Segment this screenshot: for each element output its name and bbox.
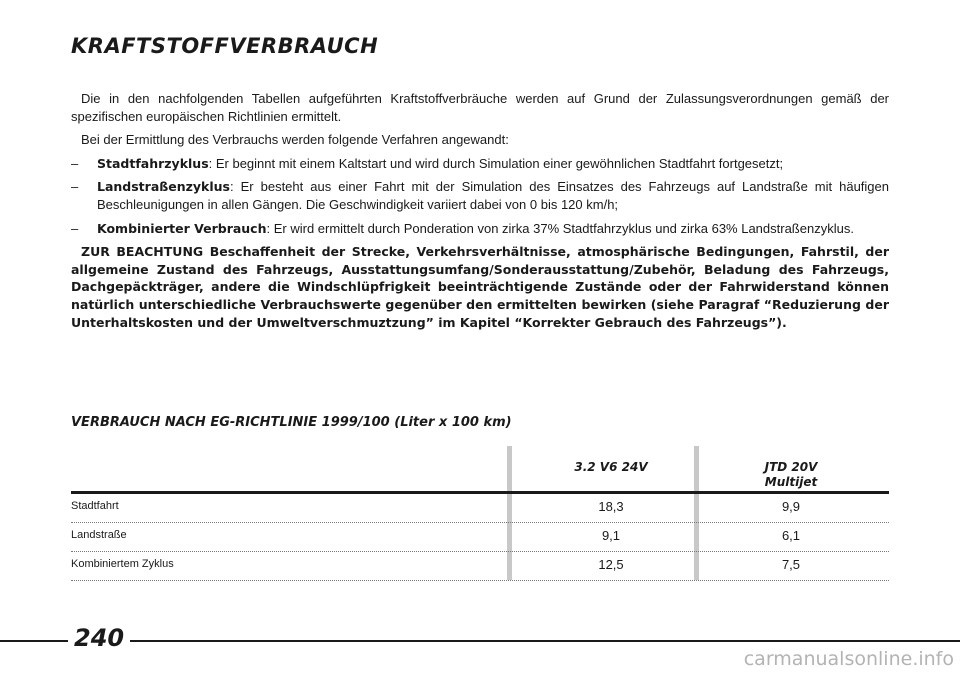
column-header-petrol: [521, 460, 701, 475]
watermark: carmanualsonline.info: [743, 648, 954, 670]
row-label: Kombiniertem Zyklus: [71, 558, 174, 570]
column-header-line: 3.2 V6 24V: [574, 460, 648, 474]
row-label: Stadtfahrt: [71, 500, 119, 512]
column-header-diesel: [701, 460, 881, 490]
dash-bullet: –: [71, 155, 79, 171]
list-item-text: : Er wird ermittelt durch Ponderation von zirka 37% Stadtfahrzyklus und zirka 63% Landstraßenzyklus.: [266, 220, 854, 236]
list-item-term: Landstraßenzyklus: [97, 179, 230, 195]
cell-value: 12,5: [598, 557, 624, 572]
cell-value: 9,1: [601, 528, 621, 543]
row-label: Landstraße: [71, 529, 127, 541]
list-item-term: Kombinierter Verbrauch: [97, 220, 267, 236]
page-number: 240: [68, 624, 130, 652]
list-item: [71, 220, 889, 238]
list-item: [71, 178, 889, 213]
column-header-line: JTD 20V: [764, 460, 818, 474]
list-item-text: : Er besteht aus einer Fahrt mit der Simulation des Einsatzes des Fahrzeugs auf Landstraße mit häufigen Beschleunigungen in allen Gängen. Die Geschwindigkeit variiert dabei von 0 bis 120 km/h;: [97, 179, 889, 212]
cell-value: 6,1: [781, 528, 801, 543]
body-text: [71, 90, 889, 337]
dash-bullet: –: [71, 179, 79, 195]
consumption-table: [71, 446, 889, 582]
table-row: [71, 552, 889, 581]
cell-value: 18,3: [598, 499, 624, 514]
method-intro: Bei der Ermittlung des Verbrauchs werden folgende Verfahren angewandt:: [81, 132, 509, 148]
list-item-term: Stadtfahrzyklus: [97, 155, 209, 171]
table-row: [71, 494, 889, 523]
cell-value: 9,9: [781, 499, 801, 514]
dash-bullet: –: [71, 220, 79, 236]
table-row: [71, 523, 889, 552]
cell-value: 7,5: [781, 557, 801, 572]
intro-paragraph: Die in den nachfolgenden Tabellen aufgeführten Kraftstoffverbräuche werden auf Grund der Zulassungsverordnungen gemäß der spezifischen europäischen Richtlinien ermittelt.: [71, 91, 889, 124]
column-header-line: Multijet: [764, 475, 818, 489]
footer-rule: [0, 640, 960, 642]
table-title: VERBRAUCH NACH EG-RICHTLINIE 1999/100 (Liter x 100 km): [71, 415, 512, 430]
list-item-text: : Er beginnt mit einem Kaltstart und wird durch Simulation einer gewöhnlichen Stadtfahrt fortgesetzt;: [208, 155, 784, 171]
note-paragraph: ZUR BEACHTUNG Beschaffenheit der Strecke, Verkehrsverhältnisse, atmosphärische Bedingungen, Fahrstil, der allgemeine Zustand des Fahrzeugs, Ausstattungsumfang/Sonderausstattung/Zubehör, Beladung des Fahrzeugs, Dachgepäckträger, andere die Windschlüpfrigkeit beeinträchtigende Zustände oder der Fahrwiderstand können natürlich unterschiedliche Verbrauchswerte gegenüber den ermittelten bewirken (siehe Paragraf “Reduzierung der Unterhaltskosten und der Umweltverschmuztzung” im Kapitel “Korrekter Gebrauch des Fahrzeugs”).: [71, 244, 889, 330]
list-item: [71, 155, 889, 173]
page-title: KRAFTSTOFFVERBRAUCH: [71, 34, 379, 58]
